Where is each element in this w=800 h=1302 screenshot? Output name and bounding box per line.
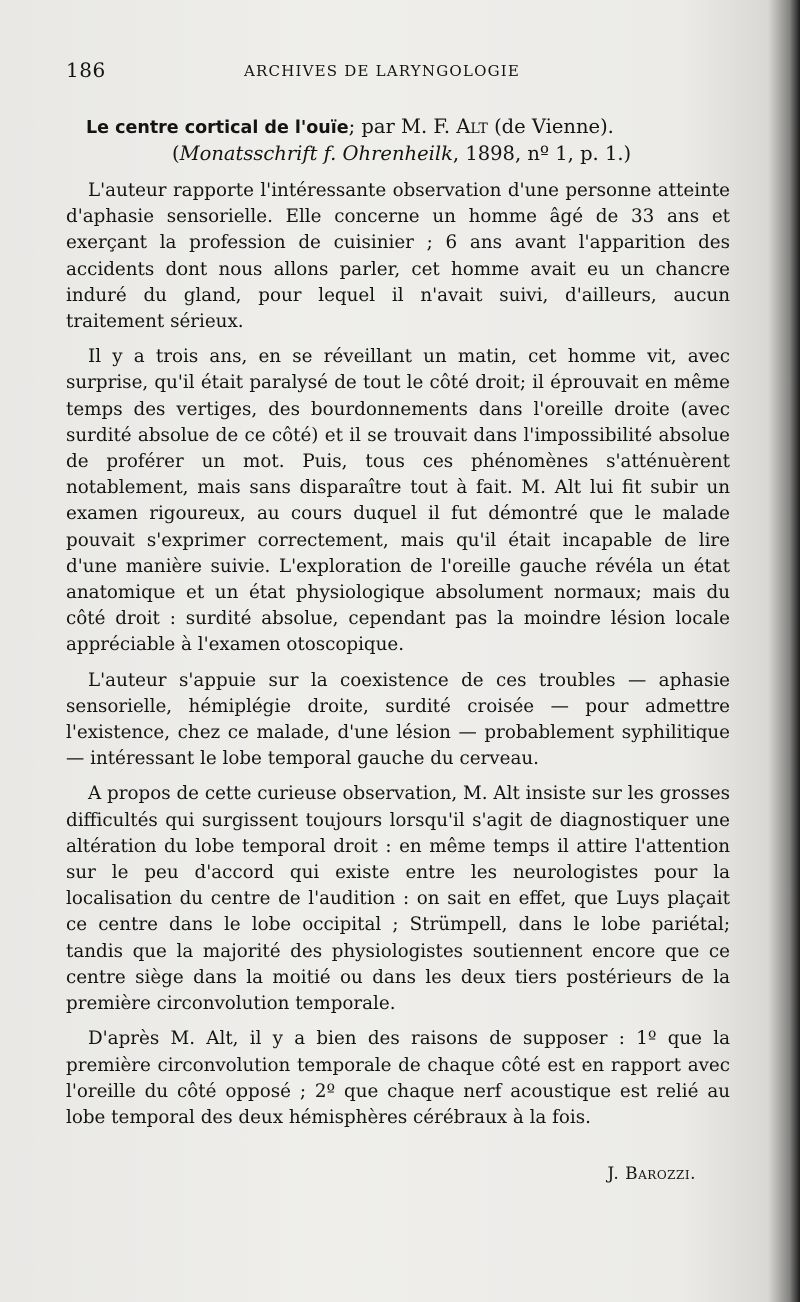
- article-body: [66, 178, 730, 1140]
- paragraph: A propos de cette curieuse observation, M. Alt insiste sur les grosses difficultés qui surgissent toujours lorsqu'il s'agit de diagnostiquer une altération du lobe temporal droit : en même temps il attire l'attention sur le peu d'accord qui existe entre les neurologistes pour la localisation du centre de l'audition : on sait en effet, que Luys plaçait ce centre dans le lobe occipital ; Strümpell, dans le lobe pariétal; tandis que la majorité des physiologistes soutiennent encore que ce centre siège dans la moitié ou dans les deux tiers postérieurs de la première circonvolution temporale.: [66, 783, 730, 1015]
- signature-surname: Barozzi: [625, 1164, 691, 1184]
- signature-initial: J.: [607, 1164, 626, 1184]
- running-head: ARCHIVES DE LARYNGOLOGIE: [244, 62, 521, 80]
- signature: [66, 1164, 696, 1184]
- source-details: , 1898, nº 1, p. 1.): [452, 142, 632, 165]
- title-bold: Le centre cortical de l'ouïe: [86, 118, 349, 138]
- source-citation: [66, 141, 732, 167]
- signature-end: .: [690, 1164, 696, 1184]
- page-number: 186: [66, 58, 106, 82]
- page-header: [66, 58, 736, 88]
- source-open: (: [172, 142, 180, 165]
- paragraph: L'auteur s'appuie sur la coexistence de ces troubles — aphasie sensorielle, hémiplégie droite, surdité croisée — pour admettre l'existence, chez ce malade, d'une lésion — probablement syphilitique — intéressant le lobe temporal gauche du cerveau.: [66, 669, 730, 770]
- author-affiliation: (de Vienne).: [487, 115, 614, 138]
- page-edge-shadow: [790, 0, 800, 1302]
- paragraph: D'après M. Alt, il y a bien des raisons de supposer : 1º que la première circonvolution temporale de chaque côté est en rapport avec l'oreille du côté opposé ; 2º que chaque nerf acoustique est relié au lobe temporal des deux hémisphères cérébraux à la fois.: [66, 1028, 730, 1128]
- paragraph: Il y a trois ans, en se réveillant un matin, cet homme vit, avec surprise, qu'il était paralysé de tout le côté droit; il éprouvait en même temps des vertiges, des bourdonnements dans l'oreille droite (avec surdité absolue de ce côté) et il se trouvait dans l'impossibilité absolue de proférer un mot. Puis, tous ces phénomènes s'atténuèrent notablement, mais sans disparaître tout à fait. M. Alt lui fit subir un examen rigoureux, au cours duquel il fut démontré que le malade pouvait s'exprimer correctement, mais qu'il était incapable de lire d'une manière suivie. L'exploration de l'oreille gauche révéla un état anatomique et un état physiologique absolument normaux; mais du côté droit : surdité absolue, cependant pas la moindre lésion locale appréciable à l'examen otoscopique.: [66, 346, 730, 656]
- article-title: [66, 114, 732, 167]
- author-name: Alt: [456, 115, 488, 138]
- title-separator: ; par M. F.: [348, 115, 457, 138]
- source-journal: Monatsschrift f. Ohrenheilk: [179, 142, 453, 165]
- title-line: [66, 114, 732, 141]
- paragraph: L'auteur rapporte l'intéressante observation d'une personne atteinte d'aphasie sensorielle. Elle concerne un homme âgé de 33 ans et exerçant la profession de cuisinier ; 6 ans avant l'apparition des accidents dont nous allons parler, cet homme avait eu un chancre induré du gland, pour lequel il n'avait suivi, d'ailleurs, aucun traitement sérieux.: [66, 180, 730, 333]
